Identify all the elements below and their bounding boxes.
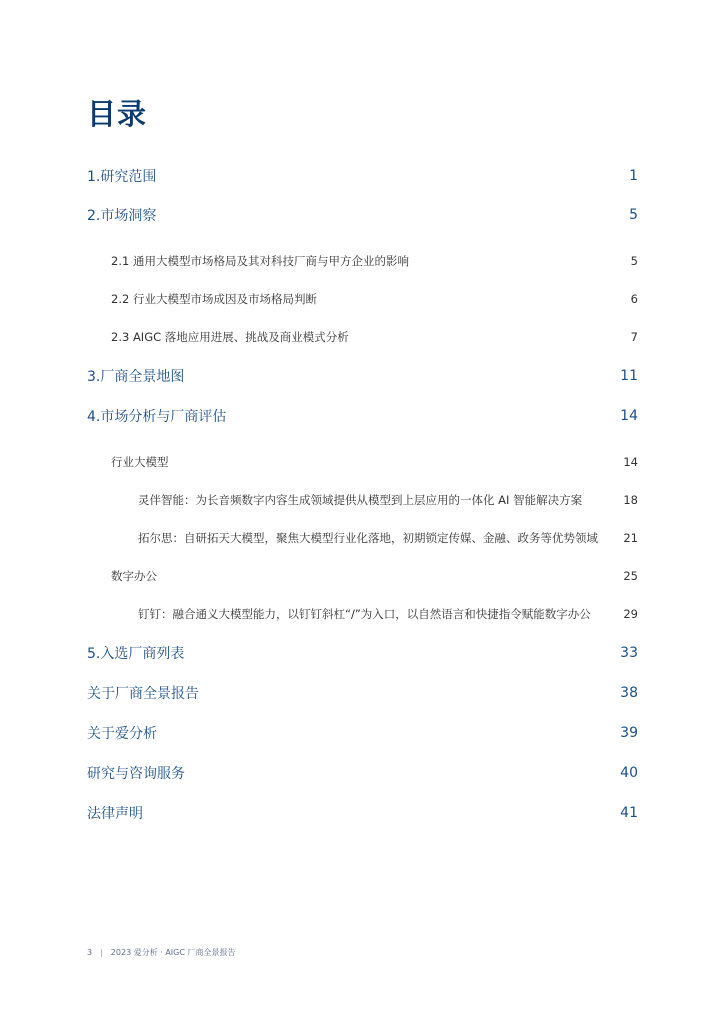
toc-entry-page: 5	[630, 254, 638, 268]
toc-entry-page: 40	[620, 765, 638, 781]
page-title: 目录	[87, 97, 148, 131]
toc-entry-digital-office[interactable]	[111, 567, 638, 585]
toc-entry-research-scope[interactable]	[87, 166, 638, 186]
toc-entry-about-report[interactable]	[87, 683, 638, 703]
toc-entry-page: 11	[620, 368, 638, 384]
toc-entry-page: 6	[630, 292, 638, 306]
toc-entry-label: 行业大模型	[111, 455, 169, 469]
toc-entry-label: 法律声明	[87, 806, 143, 822]
toc-entry-page: 18	[623, 493, 638, 507]
toc-entry-label: 4.市场分析与厂商评估	[87, 409, 227, 425]
toc-entry-label: 2.市场洞察	[87, 208, 157, 224]
toc-entry-label: 研究与咨询服务	[87, 766, 185, 782]
toc-entry-lingban[interactable]	[138, 491, 638, 509]
toc-entry-about-ifenxi[interactable]	[87, 723, 638, 743]
toc-entry-market-analysis[interactable]	[87, 406, 638, 426]
toc-entry-label: 2.3 AIGC 落地应用进展、挑战及商业模式分析	[111, 330, 349, 344]
toc-entry-label: 2.2 行业大模型市场成因及市场格局判断	[111, 292, 317, 306]
toc-entry-2-1[interactable]	[111, 252, 638, 270]
toc-entry-research-services[interactable]	[87, 763, 638, 783]
toc-entry-label: 3.厂商全景地图	[87, 369, 185, 385]
toc-entry-trs[interactable]	[138, 529, 638, 547]
toc-entry-page: 14	[623, 455, 638, 469]
toc-entry-page: 29	[623, 607, 638, 621]
toc-entry-page: 1	[629, 168, 638, 184]
toc-entry-label: 关于厂商全景报告	[87, 686, 199, 702]
toc-entry-legal[interactable]	[87, 803, 638, 823]
toc-entry-page: 39	[620, 725, 638, 741]
toc-entry-market-insight[interactable]	[87, 205, 638, 225]
toc-entry-label: 2.1 通用大模型市场格局及其对科技厂商与甲方企业的影响	[111, 254, 409, 268]
toc-entry-2-3[interactable]	[111, 328, 638, 346]
toc-entry-2-2[interactable]	[111, 290, 638, 308]
toc-entry-page: 33	[620, 645, 638, 661]
toc-entry-label: 钉钉：融合通义大模型能力，以钉钉斜杠“/”为入口，以自然语言和快捷指令赋能数字办公	[138, 607, 591, 621]
toc-entry-page: 7	[630, 330, 638, 344]
footer-report-title: 2023 爱分析 · AIGC 厂商全景报告	[110, 948, 236, 957]
toc-entry-page: 5	[629, 207, 638, 223]
toc-entry-label: 数字办公	[111, 569, 157, 583]
page-footer	[87, 947, 236, 958]
toc-entry-label: 1.研究范围	[87, 169, 157, 185]
toc-entry-page: 41	[620, 805, 638, 821]
toc-entry-label: 灵伴智能：为长音频数字内容生成领域提供从模型到上层应用的一体化 AI 智能解决方案	[138, 493, 583, 507]
toc-entry-label: 关于爱分析	[87, 726, 157, 742]
toc-entry-vendor-map[interactable]	[87, 366, 638, 386]
toc-entry-label: 拓尔思：自研拓天大模型，聚焦大模型行业化落地，初期锁定传媒、金融、政务等优势领域	[138, 531, 598, 545]
footer-page-number: 3	[87, 948, 93, 957]
toc-entry-label: 5.入选厂商列表	[87, 646, 185, 662]
toc-entry-dingtalk[interactable]	[138, 605, 638, 623]
toc-entry-page: 21	[623, 531, 638, 545]
toc-entry-industry-models[interactable]	[111, 453, 638, 471]
toc-entry-page: 38	[620, 685, 638, 701]
toc-entry-page: 25	[623, 569, 638, 583]
toc-entry-page: 14	[620, 408, 638, 424]
toc-entry-vendor-list[interactable]	[87, 643, 638, 663]
footer-separator: |	[100, 948, 103, 957]
